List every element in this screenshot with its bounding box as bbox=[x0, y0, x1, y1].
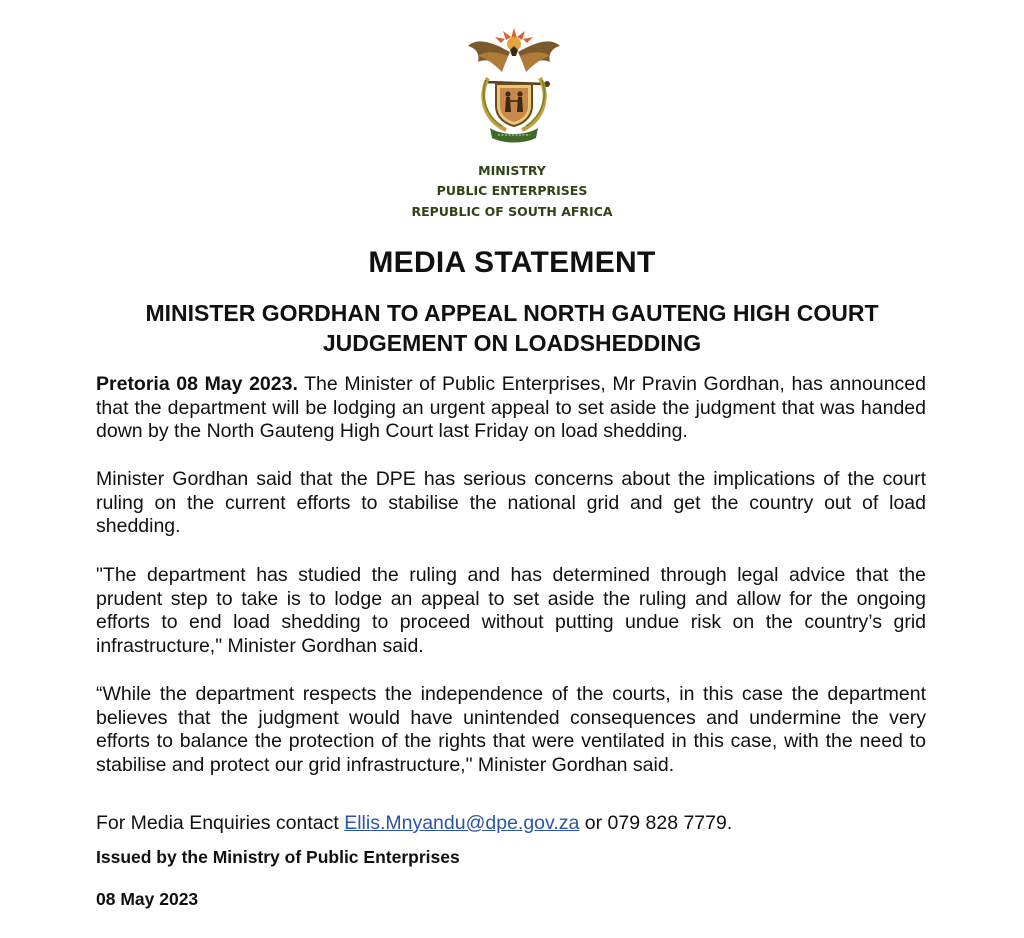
contact-prefix: For Media Enquiries contact bbox=[96, 812, 345, 834]
ministry-label: MINISTRY bbox=[478, 163, 546, 178]
document-type-title: MEDIA STATEMENT bbox=[368, 246, 656, 279]
statement-date: 08 May 2023 bbox=[96, 889, 199, 909]
paragraph-1 bbox=[96, 373, 926, 444]
headline-line-2: JUDGEMENT ON LOADSHEDDING bbox=[322, 330, 702, 356]
headline-line-1: MINISTER GORDHAN TO APPEAL NORTH GAUTENG HIGH COURT bbox=[145, 300, 879, 326]
dateline: Pretoria 08 May 2023. bbox=[96, 373, 298, 395]
paragraph-4: “While the department respects the independence of the courts, in this case the department believes that the judgment would have unintended consequences and undermine the very efforts to balance the protection of the rights that were ventilated in this case, with the need to stabilise and protect our grid infrastructure," Minister Gordhan said. bbox=[96, 683, 926, 776]
issued-by: Issued by the Ministry of Public Enterprises bbox=[96, 847, 460, 867]
contact-phone: 079 828 7779. bbox=[607, 812, 733, 834]
contact-or: or bbox=[579, 812, 608, 834]
paragraph-1-text: The Minister of Public Enterprises, Mr Pravin Gordhan, has announced that the department will be lodging an urgent appeal to set aside the judgment that was handed down by the North Gauteng High Court last Friday on load shedding. bbox=[96, 373, 926, 442]
media-contact-line bbox=[96, 811, 732, 835]
ministry-department: PUBLIC ENTERPRISES bbox=[436, 183, 588, 198]
ministry-country: REPUBLIC OF SOUTH AFRICA bbox=[411, 204, 613, 219]
paragraph-2: Minister Gordhan said that the DPE has serious concerns about the implications of the court ruling on the current efforts to stabilise the national grid and get the country out of load shedding. bbox=[96, 468, 926, 537]
coat-of-arms-icon bbox=[466, 22, 562, 146]
contact-email-link[interactable]: Ellis.Mnyandu@dpe.gov.za bbox=[344, 812, 580, 834]
paragraph-3: "The department has studied the ruling and has determined through legal advice that the prudent step to take is to lodge an appeal to set aside the ruling and allow for the ongoing efforts to end load shedding to proceed without putting undue risk on the country’s grid infrastructure," Minister Gordhan said. bbox=[96, 564, 926, 657]
